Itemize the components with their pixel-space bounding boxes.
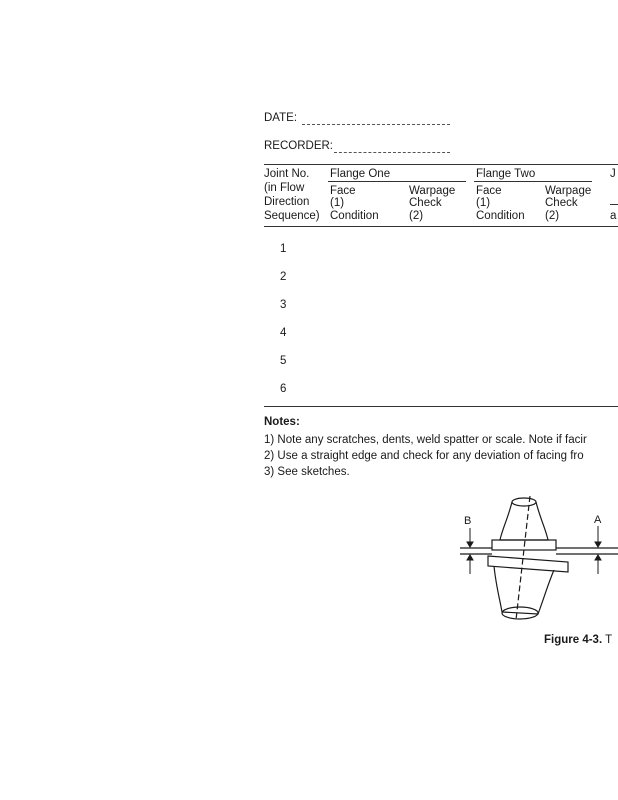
- flange-one-warpage-2: Check: [409, 197, 442, 209]
- figure-label-b: B: [464, 515, 472, 527]
- flange-two-face-2: (1): [476, 197, 491, 209]
- flange-two-warpage-3: (2): [545, 210, 560, 222]
- flange-one-warpage-1: Warpage: [409, 185, 456, 197]
- table-bottom-rule: [264, 406, 618, 407]
- flange-one-face-1: Face: [330, 185, 356, 197]
- recorder-label: RECORDER:: [264, 140, 334, 152]
- date-field-line[interactable]: [302, 124, 450, 125]
- header-joint-4: Sequence): [264, 210, 320, 222]
- note-item-1: 1) Note any scratches, dents, weld spatter or scale. Note if facir: [264, 434, 587, 446]
- flange-one-warpage-3: (2): [409, 210, 424, 222]
- note-item-3: 3) See sketches.: [264, 466, 350, 478]
- flange-two-face-1: Face: [476, 185, 502, 197]
- figure-label-a: A: [594, 514, 602, 526]
- flange-two-warpage-1: Warpage: [545, 185, 592, 197]
- figure-caption-number: Figure 4-3.: [544, 634, 603, 646]
- flange-one-face-3: Condition: [330, 210, 379, 222]
- flange-two-rule: [474, 181, 592, 182]
- header-joint-2: (in Flow: [264, 182, 305, 194]
- flange-one-face-2: (1): [330, 197, 345, 209]
- table-row-joint: 5: [280, 355, 287, 367]
- figure-caption: [544, 634, 612, 646]
- flange-two-warpage-2: Check: [545, 197, 578, 209]
- table-row-joint: 3: [280, 299, 287, 311]
- cut-col-rule: [610, 204, 618, 205]
- table-row-joint: 1: [280, 243, 287, 255]
- note-item-2: 2) Use a straight edge and check for any deviation of facing fro: [264, 450, 584, 462]
- figure-caption-text: T: [605, 634, 613, 646]
- table-top-rule: [264, 164, 618, 165]
- header-flange-one: Flange One: [330, 168, 391, 180]
- recorder-field-line[interactable]: [334, 152, 450, 153]
- notes-title: Notes:: [264, 416, 300, 428]
- flange-two-face-3: Condition: [476, 210, 525, 222]
- flange-one-rule: [328, 181, 466, 182]
- table-row-joint: 2: [280, 271, 287, 283]
- table-row-joint: 6: [280, 383, 287, 395]
- table-row-joint: 4: [280, 327, 287, 339]
- cut-col-sub: a: [610, 210, 617, 222]
- header-joint-3: Direction: [264, 196, 310, 208]
- header-joint-1: Joint No.: [264, 168, 310, 180]
- table-header-rule: [264, 226, 618, 227]
- date-label: DATE:: [264, 112, 298, 124]
- header-cut-col: J: [610, 168, 616, 180]
- header-flange-two: Flange Two: [476, 168, 536, 180]
- flange-sketch-figure: [440, 490, 618, 650]
